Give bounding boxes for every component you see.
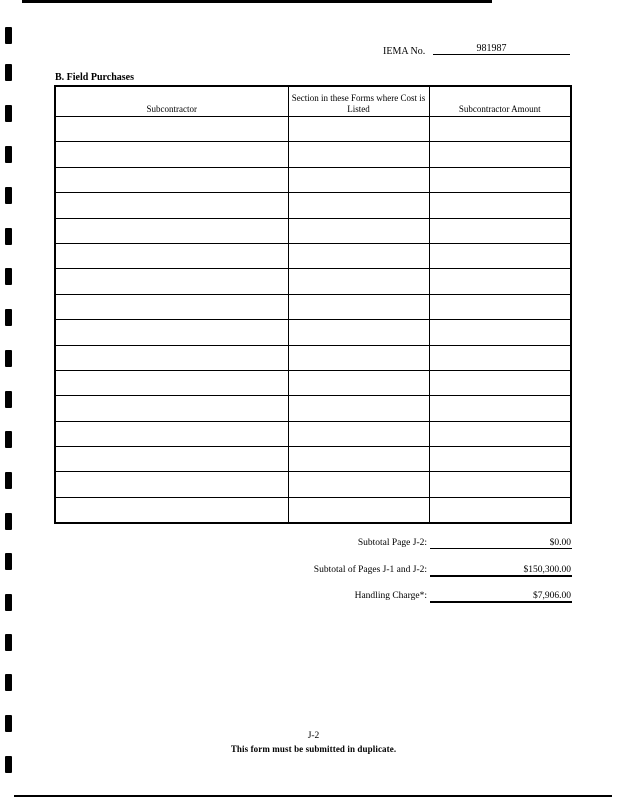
section-cell[interactable] <box>288 421 429 446</box>
column-header-subcontractor: Subcontractor <box>55 86 288 117</box>
table-row <box>55 243 571 268</box>
column-header-section: Section in these Forms where Cost is Listed <box>288 86 429 117</box>
binder-mark <box>5 391 12 408</box>
amount-cell[interactable] <box>429 345 571 370</box>
amount-cell[interactable] <box>429 193 571 218</box>
iema-value[interactable]: 981987 <box>433 43 570 55</box>
subcontractor-cell[interactable] <box>55 142 288 167</box>
amount-cell[interactable] <box>429 320 571 345</box>
binder-mark <box>5 146 12 163</box>
subcontractor-cell[interactable] <box>55 472 288 497</box>
table-header-row <box>55 86 571 117</box>
binder-mark <box>5 350 12 367</box>
binder-mark <box>5 268 12 285</box>
subcontractor-cell[interactable] <box>55 447 288 472</box>
table-row <box>55 218 571 243</box>
subtotal-page-value[interactable]: $0.00 <box>430 538 572 549</box>
bottom-rule <box>14 795 612 797</box>
subtotal-page-label: Subtotal Page J-2: <box>357 538 427 548</box>
table-row <box>55 370 571 395</box>
subtotal-pages-label: Subtotal of Pages J-1 and J-2: <box>313 565 427 575</box>
top-rule <box>22 0 492 3</box>
binder-mark <box>5 105 12 122</box>
table-row <box>55 294 571 319</box>
subcontractor-cell[interactable] <box>55 218 288 243</box>
subtotal-pages-value[interactable]: $150,300.00 <box>430 565 572 577</box>
binder-mark <box>5 27 12 44</box>
section-cell[interactable] <box>288 294 429 319</box>
section-cell[interactable] <box>288 472 429 497</box>
field-purchases-table <box>54 85 572 524</box>
handling-charge-label: Handling Charge*: <box>354 591 427 601</box>
table-row <box>55 497 571 523</box>
subcontractor-cell[interactable] <box>55 320 288 345</box>
binder-mark <box>5 187 12 204</box>
subcontractor-cell[interactable] <box>55 269 288 294</box>
section-cell[interactable] <box>288 269 429 294</box>
amount-cell[interactable] <box>429 447 571 472</box>
binder-mark <box>5 594 12 611</box>
amount-cell[interactable] <box>429 421 571 446</box>
subcontractor-cell[interactable] <box>55 294 288 319</box>
binder-mark <box>5 472 12 489</box>
subcontractor-cell[interactable] <box>55 243 288 268</box>
table-row <box>55 447 571 472</box>
binder-mark <box>5 64 12 81</box>
subcontractor-cell[interactable] <box>55 370 288 395</box>
table-row <box>55 269 571 294</box>
section-cell[interactable] <box>288 218 429 243</box>
binder-mark <box>5 431 12 448</box>
binder-mark <box>5 228 12 245</box>
section-cell[interactable] <box>288 447 429 472</box>
binder-mark <box>5 309 12 326</box>
section-cell[interactable] <box>288 320 429 345</box>
section-cell[interactable] <box>288 345 429 370</box>
table-row <box>55 193 571 218</box>
amount-cell[interactable] <box>429 243 571 268</box>
table-row <box>55 472 571 497</box>
table-row <box>55 117 571 142</box>
section-cell[interactable] <box>288 497 429 523</box>
amount-cell[interactable] <box>429 294 571 319</box>
amount-cell[interactable] <box>429 142 571 167</box>
amount-cell[interactable] <box>429 269 571 294</box>
subcontractor-cell[interactable] <box>55 117 288 142</box>
table-row <box>55 320 571 345</box>
page-id: J-2 <box>307 731 320 741</box>
section-cell[interactable] <box>288 370 429 395</box>
section-cell[interactable] <box>288 396 429 421</box>
amount-cell[interactable] <box>429 472 571 497</box>
handling-charge-value[interactable]: $7,906.00 <box>430 591 572 603</box>
section-title: B. Field Purchases <box>55 72 134 83</box>
binder-mark <box>5 674 12 691</box>
table-row <box>55 345 571 370</box>
amount-cell[interactable] <box>429 117 571 142</box>
amount-cell[interactable] <box>429 497 571 523</box>
duplicate-note: This form must be submitted in duplicate. <box>230 744 397 754</box>
subcontractor-cell[interactable] <box>55 167 288 192</box>
binder-mark <box>5 715 12 732</box>
subcontractor-cell[interactable] <box>55 421 288 446</box>
section-cell[interactable] <box>288 243 429 268</box>
table-row <box>55 142 571 167</box>
section-cell[interactable] <box>288 142 429 167</box>
amount-cell[interactable] <box>429 396 571 421</box>
binder-mark <box>5 634 12 651</box>
amount-cell[interactable] <box>429 370 571 395</box>
table-row <box>55 421 571 446</box>
iema-label: IEMA No. <box>383 46 426 57</box>
subcontractor-cell[interactable] <box>55 193 288 218</box>
section-cell[interactable] <box>288 167 429 192</box>
table-row <box>55 167 571 192</box>
binder-mark <box>5 553 12 570</box>
section-cell[interactable] <box>288 193 429 218</box>
section-cell[interactable] <box>288 117 429 142</box>
amount-cell[interactable] <box>429 218 571 243</box>
subcontractor-cell[interactable] <box>55 396 288 421</box>
amount-cell[interactable] <box>429 167 571 192</box>
binder-mark <box>5 513 12 530</box>
binder-mark <box>5 756 12 773</box>
subcontractor-cell[interactable] <box>55 345 288 370</box>
column-header-amount: Subcontractor Amount <box>429 86 571 117</box>
subcontractor-cell[interactable] <box>55 497 288 523</box>
table-row <box>55 396 571 421</box>
